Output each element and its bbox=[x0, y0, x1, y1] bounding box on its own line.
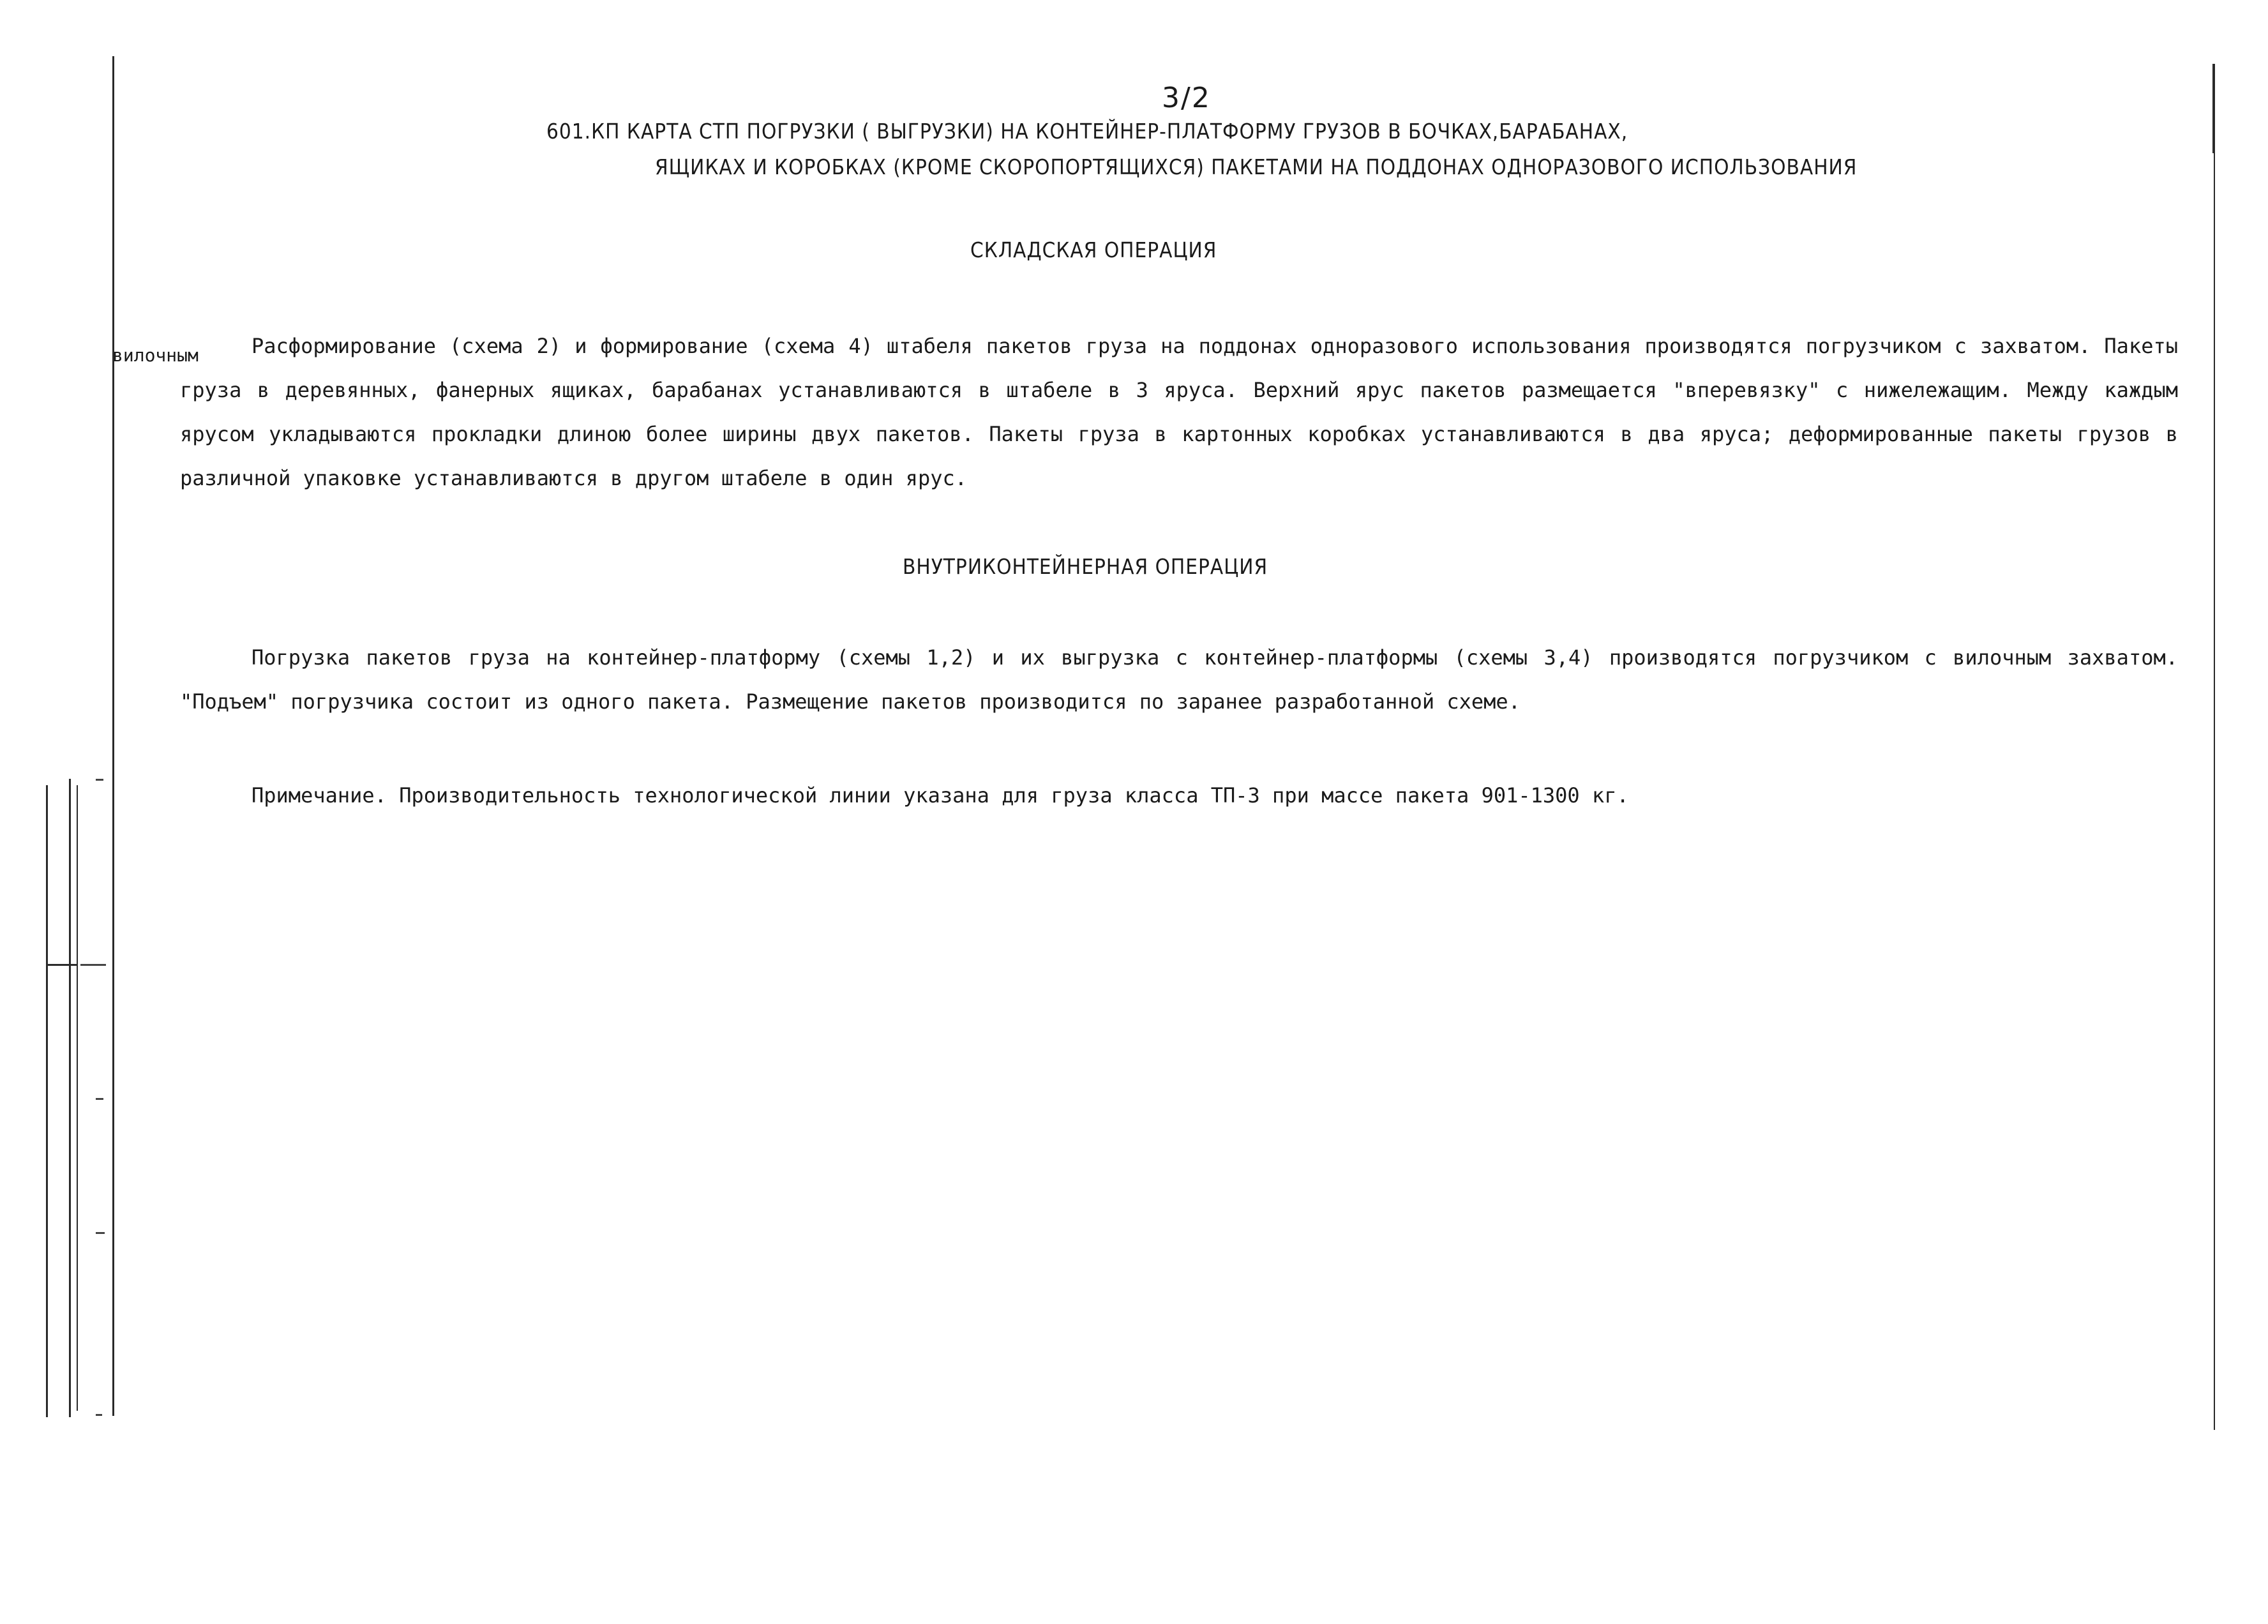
right-frame-line bbox=[2214, 64, 2215, 1430]
title-line-1: 601.КП КАРТА СТП ПОГРУЗКИ ( ВЫГРУЗКИ) НА КОНТЕЙНЕР-ПЛАТФОРМУ ГРУЗОВ В БОЧКАХ,БАРАБАНАХ, bbox=[546, 119, 1628, 144]
page-number: 3/2 bbox=[1162, 82, 1211, 114]
left-frame-line bbox=[112, 56, 114, 1416]
stamp-mark-5 bbox=[96, 1414, 102, 1416]
stamp-mark-1 bbox=[80, 964, 106, 966]
section-heading-container: ВНУТРИКОНТЕЙНЕРНАЯ ОПЕРАЦИЯ bbox=[903, 554, 1268, 579]
stamp-frame-line-2 bbox=[69, 779, 71, 1417]
note-paragraph: Примечание. Производительность технологической линии указана для груза класса ТП-3 при массе пакета 901-1300 кг. bbox=[252, 783, 1629, 808]
margin-note: вилочным bbox=[112, 345, 199, 366]
paragraph-container: Погрузка пакетов груза на контейнер-платформу (схемы 1,2) и их выгрузка с контейнер-платформы (схемы 3,4) производятся погрузчиком с вилочным захватом. "Подъем" погрузчика состоит из одного пакета. Размещение пакетов производится по заранее разработанной схеме. bbox=[180, 645, 2178, 714]
stamp-mark-3 bbox=[96, 1232, 105, 1234]
paragraph-warehouse: Расформирование (схема 2) и формирование (схема 4) штабеля пакетов груза на поддонах одноразового использования производятся погрузчиком с захватом. Пакеты груза в деревянных, фанерных ящиках, барабанах устанавливаются в штабеле в 3 яруса. Верхний ярус пакетов размещается "вперевязку" с нижележащим. Между каждым ярусом укладываются прокладки длиною более ширины двух пакетов. Пакеты груза в картонных коробках устанавливаются в два яруса; деформированные пакеты грузов в различной упаковке устанавливаются в другом штабеле в один ярус. bbox=[180, 334, 2178, 490]
document-title bbox=[546, 114, 2078, 185]
stamp-frame-line-3 bbox=[77, 785, 78, 1411]
section-heading-warehouse: СКЛАДСКАЯ ОПЕРАЦИЯ bbox=[970, 237, 1217, 262]
stamp-mark-4 bbox=[96, 1098, 103, 1100]
stamp-mark-2 bbox=[96, 779, 103, 781]
stamp-frame-line-1 bbox=[46, 785, 48, 1417]
right-frame-line-upper bbox=[2212, 64, 2214, 153]
stamp-divider-1 bbox=[46, 964, 77, 966]
title-line-2: ЯЩИКАХ И КОРОБКАХ (КРОМЕ СКОРОПОРТЯЩИХСЯ) ПАКЕТАМИ НА ПОДДОНАХ ОДНОРАЗОВОГО ИСПОЛЬЗОВАНИЯ bbox=[655, 154, 1858, 179]
